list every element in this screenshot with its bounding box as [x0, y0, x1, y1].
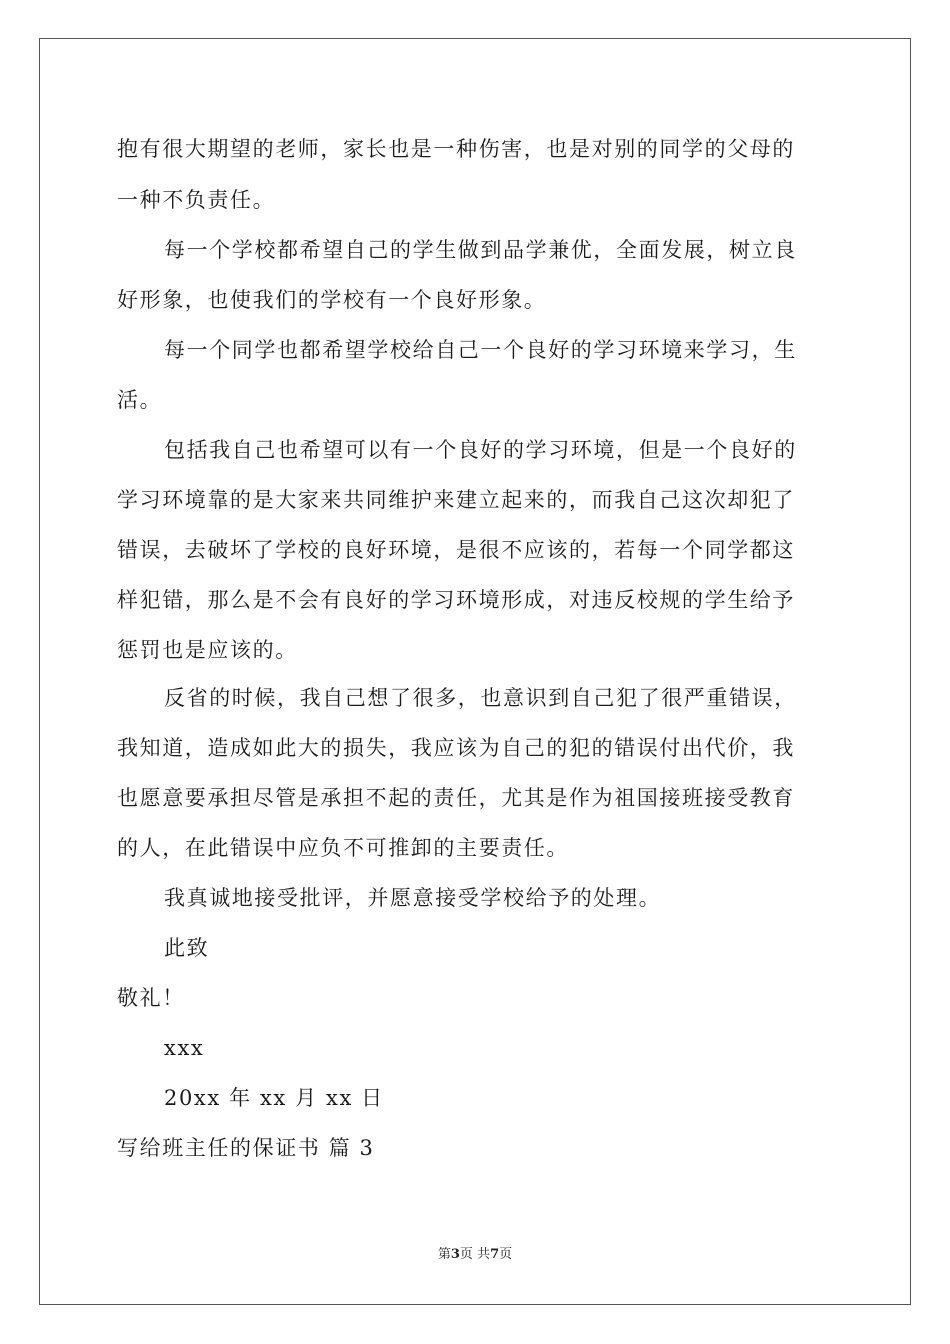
page-number-current: 3 [450, 1247, 460, 1262]
page-border [39, 38, 911, 1305]
paragraph-line: 每一个同学也都希望学校给自己一个良好的学习环境来学习，生 [164, 338, 797, 362]
paragraph-line: 的人，在此错误中应负不可推卸的主要责任。 [117, 836, 569, 860]
date: 20xx 年 xx 月 xx 日 [164, 1086, 384, 1110]
page-footer [0, 1246, 950, 1264]
page-number-total: 7 [490, 1247, 500, 1262]
paragraph-line: 包括我自己也希望可以有一个良好的学习环境，但是一个良好的 [164, 438, 797, 462]
paragraph-line: 惩罚也是应该的。 [117, 638, 298, 662]
paragraph-line: 活。 [117, 388, 163, 412]
paragraph-line: 每一个学校都希望自己的学生做到品学兼优，全面发展，树立良 [164, 238, 797, 262]
paragraph-line: 我真诚地接受批评，并愿意接受学校给予的处理。 [164, 886, 662, 910]
section-title: 写给班主任的保证书 篇 3 [117, 1136, 375, 1160]
closing-greeting: 敬礼！ [117, 986, 185, 1010]
paragraph-line: 抱有很大期望的老师，家长也是一种伤害，也是对别的同学的父母的 [117, 137, 795, 161]
paragraph-line: 样犯错，那么是不会有良好的学习环境形成，对违反校规的学生给予 [117, 588, 795, 612]
page-number-suffix: 页 [499, 1247, 513, 1262]
signature: xxx [164, 1036, 205, 1060]
paragraph-line: 错误，去破坏了学校的良好环境，是很不应该的，若每一个同学都这 [117, 538, 795, 562]
paragraph-line: 好形象，也使我们的学校有一个良好形象。 [117, 288, 547, 312]
paragraph-line: 一种不负责任。 [117, 188, 276, 212]
paragraph-line: 学习环境靠的是大家来共同维护来建立起来的，而我自己这次却犯了 [117, 488, 795, 512]
page-number-mid: 页 共 [459, 1247, 491, 1262]
page-number-prefix: 第 [437, 1247, 451, 1262]
paragraph-line: 我知道，造成如此大的损失，我应该为自己的犯的错误付出代价，我 [117, 736, 795, 760]
paragraph-line: 也愿意要承担尽管是承担不起的责任，尤其是作为祖国接班接受教育 [117, 786, 795, 810]
closing-salutation: 此致 [164, 936, 210, 960]
paragraph-line: 反省的时候，我自己想了很多，也意识到自己犯了很严重错误， [164, 686, 797, 710]
